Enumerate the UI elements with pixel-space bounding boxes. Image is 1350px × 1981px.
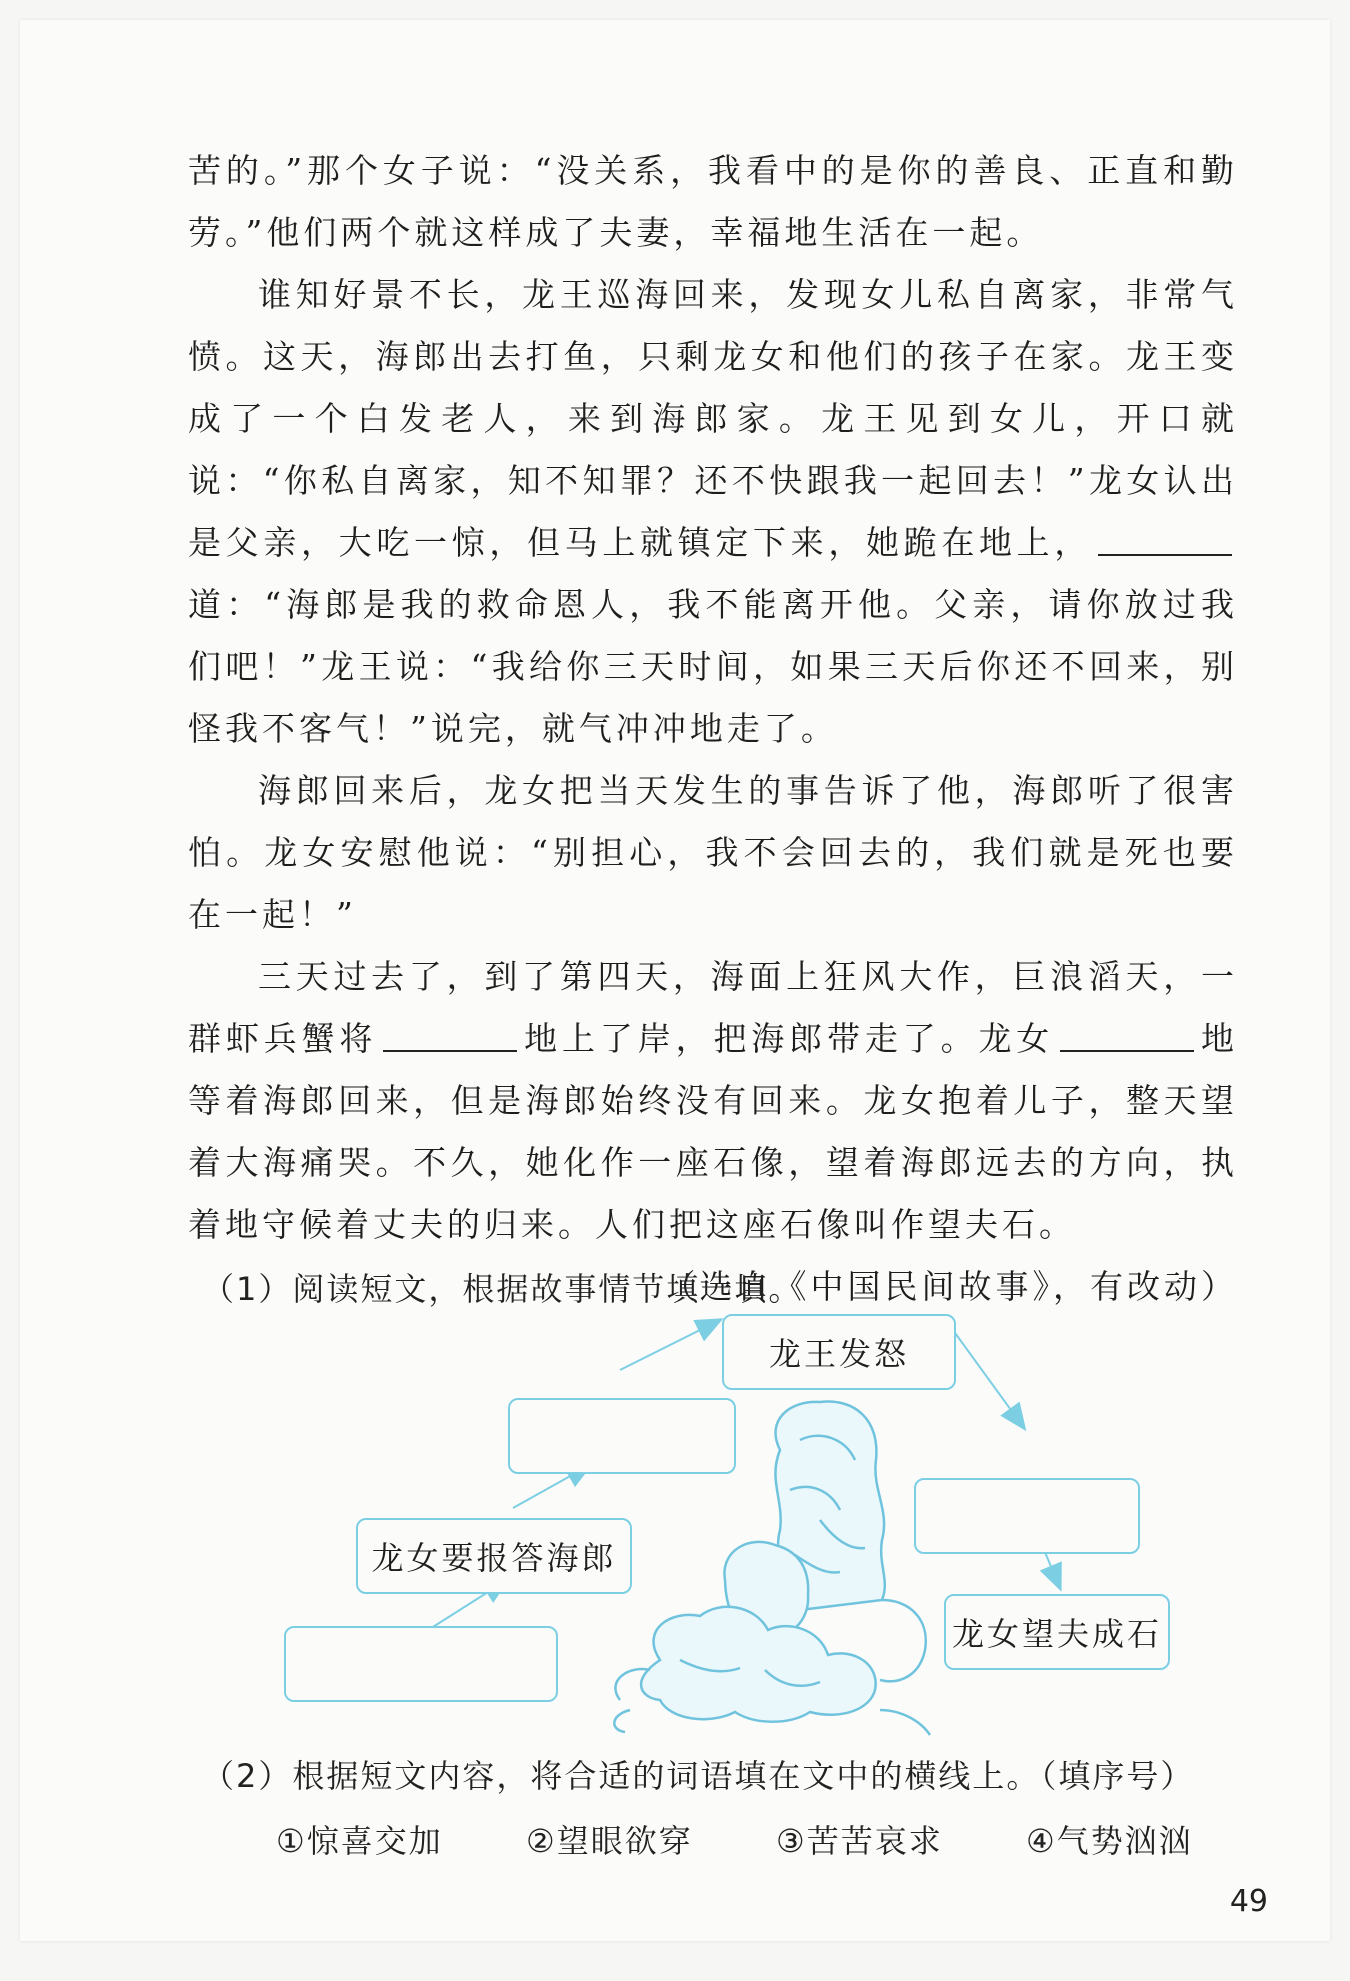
paragraph-4 (188, 946, 1238, 1256)
fill-blank-2[interactable] (383, 1022, 517, 1052)
paragraph-4-text-c: 地等着海郎回来，但是海郎始终没有回来。龙女抱着儿子，整天望着大海痛哭。不久，她化作一座石像，望着海郎远去的方向，执着地守候着丈夫的归来。人们把这座石像叫作望夫石。 (188, 1019, 1239, 1244)
story-text (188, 140, 1238, 1318)
paragraph-1 (188, 140, 1238, 264)
paragraph-4-text-b: 地上了岸，把海郎带走了。龙女 (523, 1019, 1055, 1058)
box-blank-2[interactable] (508, 1398, 736, 1474)
word-options (276, 1810, 1276, 1872)
arrow-3 (620, 1320, 720, 1370)
box-dragon-girl-stone (944, 1594, 1170, 1670)
paragraph-1-text: 苦的。”那个女子说：“没关系，我看中的是你的善良、正直和勤劳。”他们两个就这样成了夫妻，幸福地生活在一起。 (188, 151, 1238, 252)
option-4: ④气势汹汹 (1026, 1822, 1193, 1860)
paragraph-3 (188, 760, 1238, 946)
page-number: 49 (1229, 1884, 1268, 1919)
fill-blank-1[interactable] (1098, 526, 1232, 556)
fill-blank-3[interactable] (1060, 1022, 1194, 1052)
question-1: （1）阅读短文，根据故事情节填一填。 (202, 1270, 803, 1308)
paragraph-4-text-a: 三天过去了，到了第四天，海面上狂风大作，巨浪滔天，一群虾兵蟹将 (188, 957, 1238, 1058)
box-blank-3[interactable] (914, 1478, 1140, 1554)
page (20, 20, 1330, 1941)
paragraph-2-text-b: 道：“海郎是我的救命恩人，我不能离开他。父亲，请你放过我们吧！”龙王说：“我给你三天时间，如果三天后你还不回来，别怪我不客气！”说完，就气冲冲地走了。 (188, 585, 1238, 748)
paragraph-3-text: 海郎回来后，龙女把当天发生的事告诉了他，海郎听了很害怕。龙女安慰他说：“别担心，我不会回去的，我们就是死也要在一起！” (188, 771, 1238, 934)
option-1: ①惊喜交加 (276, 1822, 443, 1860)
box-blank-1[interactable] (284, 1626, 558, 1702)
box-dragon-king-angry-label: 龙王发怒 (768, 1335, 909, 1373)
paragraph-2 (188, 264, 1238, 760)
box-dragon-king-angry (722, 1314, 956, 1390)
paragraph-2-text-a: 谁知好景不长，龙王巡海回来，发现女儿私自离家，非常气愤。这天，海郎出去打鱼，只剩龙女和他们的孩子在家。龙王变成了一个白发老人，来到海郎家。龙王见到女儿，开口就说：“你私自离家，知不知罪？还不快跟我一起回去！”龙女认出是父亲，大吃一惊，但马上就镇定下来，她跪在地上， (188, 275, 1238, 562)
arrow-4 (950, 1326, 1024, 1428)
option-3: ③苦苦哀求 (776, 1822, 943, 1860)
box-dragon-girl-repay (356, 1518, 632, 1594)
option-2: ②望眼欲穿 (526, 1822, 693, 1860)
box-dragon-girl-stone-label: 龙女望夫成石 (951, 1615, 1162, 1653)
source-citation: （选自《中国民间故事》，有改动） (662, 1267, 1238, 1306)
question-2: （2）根据短文内容，将合适的词语填在文中的横线上。（填序号） (202, 1757, 1195, 1795)
box-dragon-girl-repay-label: 龙女要报答海郎 (371, 1539, 617, 1577)
